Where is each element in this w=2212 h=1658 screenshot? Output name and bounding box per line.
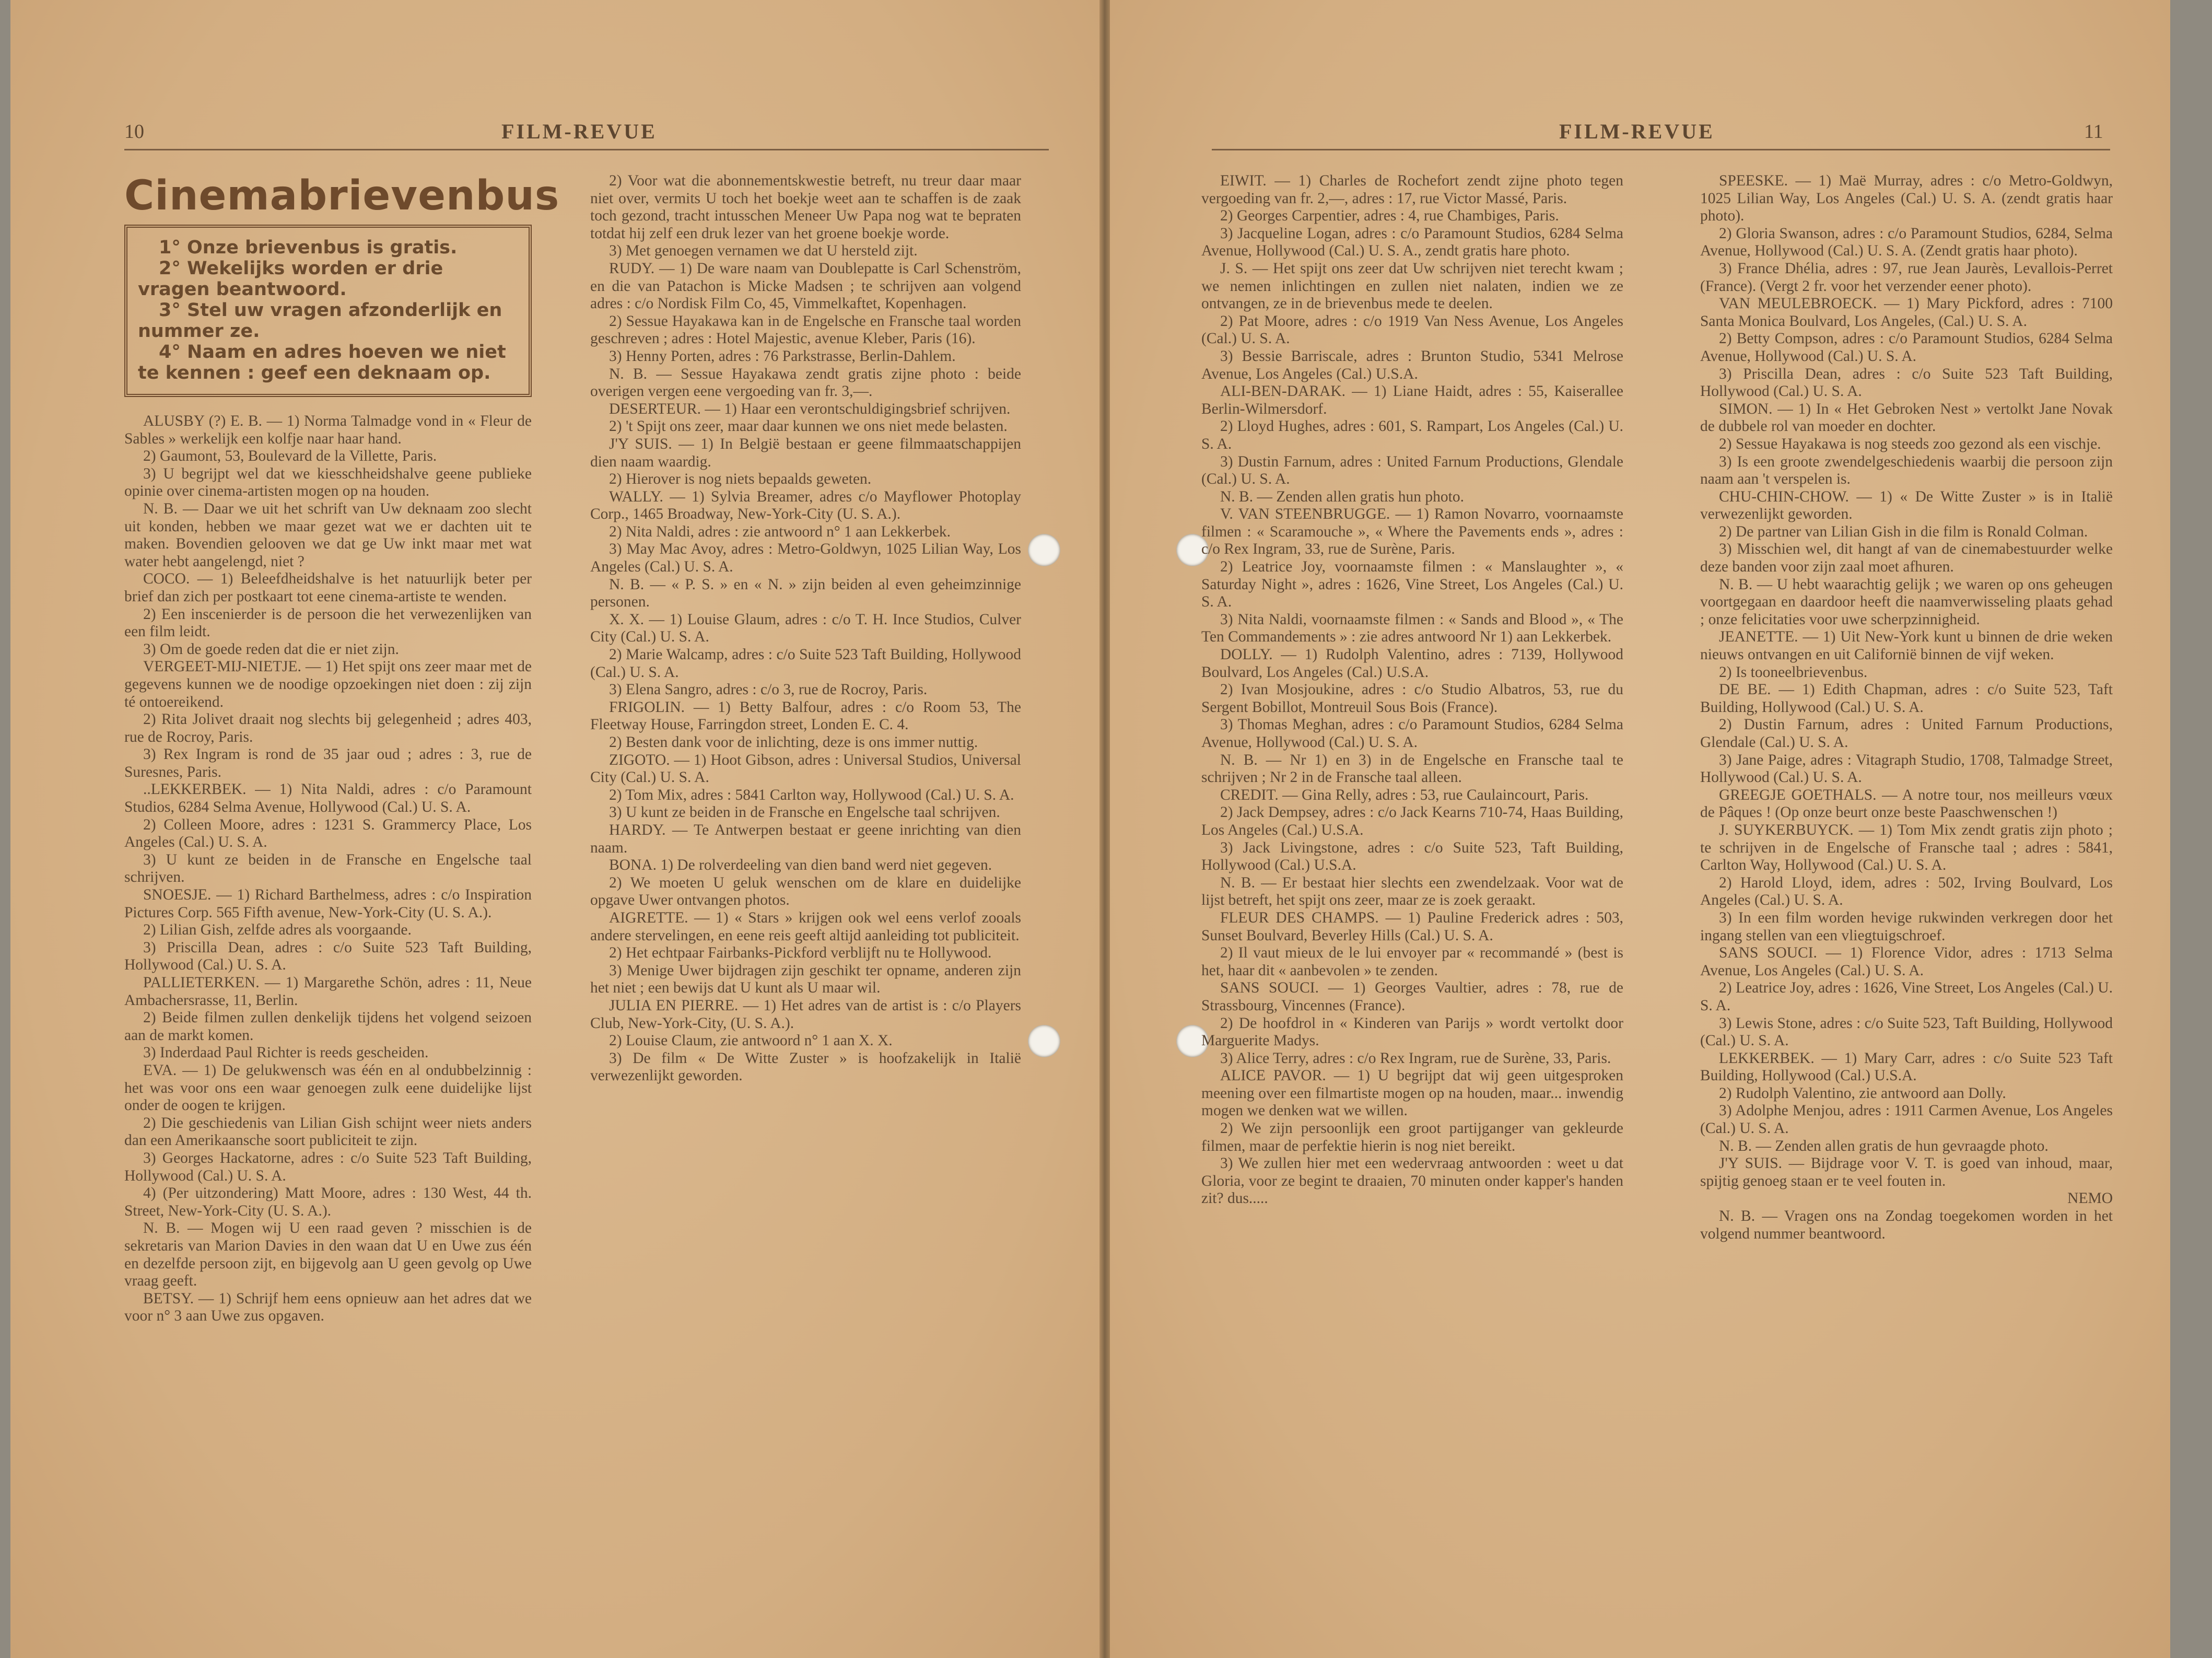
letter-entry: 3) Met genoegen vernamen we dat U hersteld zijt. bbox=[609, 242, 918, 260]
letter-entry: 3) Nita Naldi, voornaamste filmen : « Sands and Blood », « The Ten Commandements » : zie adres antwoord Nr 1) aan Lekkerbek. bbox=[1201, 611, 1623, 646]
letter-entry: N. B. — Er bestaat hier slechts een zwendelzaak. Voor wat de lijst betreft, het spijt ons zeer, maar ze is zoek geraakt. bbox=[1201, 874, 1623, 909]
letter-entry: DESERTEUR. — 1) Haar een verontschuldigingsbrief schrijven. bbox=[609, 400, 1011, 417]
letter-entry: VAN MEULEBROECK. — 1) Mary Pickford, adres : 7100 Santa Monica Boulvard, Los Angeles, (Cal.) U. S. A. bbox=[1700, 295, 2113, 330]
letter-entry: ALI-BEN-DARAK. — 1) Liane Haidt, adres : 55, Kaiserallee Berlin-Wilmersdorf. bbox=[1201, 383, 1623, 417]
letter-entry: 2) De partner van Lilian Gish in die film is Ronald Colman. bbox=[1719, 523, 2088, 540]
letter-entry: 2) Marie Walcamp, adres : c/o Suite 523 Taft Building, Hollywood (Cal.) U. S. A. bbox=[590, 646, 1021, 681]
letter-entry: 3) U begrijpt wel dat we kiesschheidshalve geene publieke opinie over cinema-artisten mogen op na houden. bbox=[124, 465, 532, 500]
running-head-left: FILM-REVUE bbox=[501, 120, 657, 143]
letter-entry: 3) Thomas Meghan, adres : c/o Paramount Studios, 6284 Selma Avenue, Hollywood (Cal.) U. S. A. bbox=[1201, 716, 1623, 751]
letter-entry: FLEUR DES CHAMPS. — 1) Pauline Frederick adres : 503, Sunset Boulvard, Beverley Hills (Cal.) U. S. A. bbox=[1201, 909, 1623, 944]
letter-entry: ZIGOTO. — 1) Hoot Gibson, adres : Universal Studios, Universal City (Cal.) U. S. A. bbox=[590, 751, 1021, 786]
letter-entry: 3) Jack Livingstone, adres : c/o Suite 523, Taft Building, Hollywood (Cal.) U.S.A. bbox=[1201, 839, 1623, 874]
letter-entry: BONA. 1) De rolverdeeling van dien band werd niet gegeven. bbox=[609, 857, 992, 874]
page-number-left: 10 bbox=[124, 121, 144, 143]
letter-entry: V. VAN STEENBRUGGE. — 1) Ramon Novarro, voornaamste filmen : « Scaramouche », « Where the Pavements ends », adres : c/o Rex Ingram, 33, rue de Surène, Paris. bbox=[1201, 506, 1623, 558]
letter-entry: 2) Colleen Moore, adres : 1231 S. Grammercy Place, Los Angeles (Cal.) U. S. A. bbox=[124, 816, 532, 851]
letter-entry: 2) We zijn persoonlijk een groot partijganger van gekleurde filmen, maar de perfektie hierin is nog niet bereikt. bbox=[1201, 1120, 1623, 1154]
letter-entry: 2) Een inscenierder is de persoon die het verwezenlijken van een film leidt. bbox=[124, 605, 532, 640]
letter-entry: J'Y SUIS. — 1) In België bestaan er geene filmmaatschappijen dien naam waardig. bbox=[590, 435, 1021, 470]
letter-entry: DE BE. — 1) Edith Chapman, adres : c/o Suite 523, Taft Building, Hollywood (Cal.) U. S. A. bbox=[1700, 681, 2113, 716]
right-column-2 bbox=[1700, 172, 2113, 1243]
letter-entry: 2) Sessue Hayakawa kan in de Engelsche en Fransche taal worden geschreven ; adres : Hotel Majestic, avenue Kleber, Paris (16). bbox=[590, 312, 1021, 347]
letter-entry: 2) Harold Lloyd, idem, adres : 502, Irving Boulvard, Los Angeles (Cal.) U. S. A. bbox=[1700, 874, 2113, 909]
letter-entry: CHU-CHIN-CHOW. — 1) « De Witte Zuster » is in Italië verwezenlijkt geworden. bbox=[1700, 488, 2113, 523]
letter-entry: AIGRETTE. — 1) « Stars » krijgen ook wel eens verlof zooals andere stervelingen, en eene reis geeft altijd aanleiding tot publiciteit. bbox=[590, 909, 1021, 944]
letter-entry: 2) Is tooneelbrievenbus. bbox=[1719, 663, 1868, 681]
letter-entry: 3) Bessie Barriscale, adres : Brunton Studio, 5341 Melrose Avenue, Los Angeles (Cal.) U.S.A. bbox=[1201, 347, 1623, 382]
letter-entry: 3) Om de goede reden dat die er niet zijn. bbox=[143, 640, 399, 658]
letter-entry: 2) Gloria Swanson, adres : c/o Paramount Studios, 6284, Selma Avenue, Hollywood (Cal.) U. S. A. (Zendt gratis haar photo). bbox=[1700, 225, 2113, 260]
letter-entry: EIWIT. — 1) Charles de Rochefort zendt zijne photo tegen vergoeding van fr. 2,—, adres : 17, rue Victor Massé, Paris. bbox=[1201, 172, 1623, 207]
letter-entry: EVA. — 1) De gelukwensch was één en al ondubbelzinnig : het was voor ons een waar genoegen zulk eene duidelijke lijst onder de oogen te krijgen. bbox=[124, 1061, 532, 1114]
letter-entry: 2) Rita Jolivet draait nog slechts bij gelegenheid ; adres 403, rue de Rocroy, Paris. bbox=[124, 711, 532, 745]
letter-entry: WALLY. — 1) Sylvia Breamer, adres c/o Mayflower Photoplay Corp., 1465 Broadway, New-York-City (U. S. A.). bbox=[590, 488, 1021, 523]
letter-entry: 2) Il vaut mieux de le lui envoyer par « recommandé » (best is het, haar dit « aanbevolen » te zenden. bbox=[1201, 944, 1623, 979]
letter-entry: 2) 't Spijt ons zeer, maar daar kunnen we ons niet mede belasten. bbox=[609, 418, 1008, 435]
letter-entry: SIMON. — 1) In « Het Gebroken Nest » vertolkt Jane Novak de dubbele rol van moeder en dochter. bbox=[1700, 400, 2113, 435]
right-column-1 bbox=[1201, 172, 1623, 1208]
letter-entry: 2) Louise Claum, zie antwoord n° 1 aan X. X. bbox=[609, 1032, 893, 1049]
letter-entry: ALUSBY (?) E. B. — 1) Norma Talmadge vond in « Fleur de Sables » werkelijk een kolfje naar haar hand. bbox=[124, 413, 532, 447]
letter-entry: 3) Rex Ingram is rond de 35 jaar oud ; adres : 3, rue de Suresnes, Paris. bbox=[124, 746, 532, 780]
letter-entry: X. X. — 1) Louise Glaum, adres : c/o T. H. Ince Studios, Culver City (Cal.) U. S. A. bbox=[590, 611, 1021, 646]
letter-entry: 2) Gaumont, 53, Boulevard de la Villette, Paris. bbox=[143, 448, 437, 465]
letter-entry: 3) U kunt ze beiden in de Fransche en Engelsche taal schrijven. bbox=[609, 804, 1000, 821]
letter-entry: ALICE PAVOR. — 1) U begrijpt dat wij geen uitgesproken meening over een filmartiste mogen op na houden, maar... inwendig mogen we denken wat we willen. bbox=[1201, 1067, 1623, 1119]
letter-entry: 3) Jane Paige, adres : Vitagraph Studio, 1708, Talmadge Street, Hollywood (Cal.) U. S. A. bbox=[1700, 751, 2113, 786]
book-gutter bbox=[1099, 0, 1110, 1658]
letter-entry: 3) We zullen hier met een wedervraag antwoorden : weet u dat Gloria, voor ze begint te draaien, 70 minuten onder kapper's handen zit? dus..... bbox=[1201, 1155, 1623, 1207]
letter-entry: 2) Het echtpaar Fairbanks-Pickford verblijft nu te Hollywood. bbox=[609, 944, 992, 962]
letter-entry: 3) Priscilla Dean, adres : c/o Suite 523 Taft Building, Hollywood (Cal.) U. S. A. bbox=[124, 939, 532, 974]
letter-entry: 2) Dustin Farnum, adres : United Farnum Productions, Glendale (Cal.) U. S. A. bbox=[1700, 716, 2113, 751]
letter-entry: 2) Pat Moore, adres : c/o 1919 Van Ness Avenue, Los Angeles (Cal.) U. S. A. bbox=[1201, 312, 1623, 347]
letter-entry: 2) De hoofdrol in « Kinderen van Parijs » wordt vertolkt door Marguerite Madys. bbox=[1201, 1014, 1623, 1049]
letter-entry: 2) Lilian Gish, zelfde adres als voorgaande. bbox=[143, 921, 412, 939]
letter-entry: N. B. — U hebt waarachtig gelijk ; we waren op ons geheugen voortgegaan en daardoor heeft die naamverwisseling plaats gehad ; onze felicitaties voor uwe scherpzinnigheid. bbox=[1700, 576, 2113, 628]
letter-entry: 2) Tom Mix, adres : 5841 Carlton way, Hollywood (Cal.) U. S. A. bbox=[609, 786, 1014, 803]
letter-entry: 3) Jacqueline Logan, adres : c/o Paramount Studios, 6284 Selma Avenue, Hollywood (Cal.) U. S. A., zendt gratis hare photo. bbox=[1201, 225, 1623, 260]
letter-entry: SNOESJE. — 1) Richard Barthelmess, adres : c/o Inspiration Pictures Corp. 565 Fifth avenue, New-York-City (U. S. A.). bbox=[124, 886, 532, 921]
letter-entry: 3) In een film worden hevige rukwinden verkregen door het ingang stellen van een vliegtuigschroef. bbox=[1700, 909, 2113, 944]
letter-entry: PALLIETERKEN. — 1) Margarethe Schön, adres : 11, Neue Ambachersrasse, 11, Berlin. bbox=[124, 974, 532, 1009]
running-head-right: FILM-REVUE bbox=[1559, 120, 1715, 143]
letter-entry: BETSY. — 1) Schrijf hem eens opnieuw aan het adres dat we voor n° 3 aan Uwe zus opgaven. bbox=[124, 1290, 532, 1325]
letter-entry: 3) Menige Uwer bijdragen zijn geschikt ter opname, anderen zijn het niet ; een bewijs dat U kunt als U maar wil. bbox=[590, 962, 1021, 997]
letter-entry: FRIGOLIN. — 1) Betty Balfour, adres : c/o Room 53, The Fleetway House, Farringdon street, Londen E. C. 4. bbox=[590, 698, 1021, 733]
letter-entry: 2) Georges Carpentier, adres : 4, rue Chambiges, Paris. bbox=[1220, 207, 1559, 225]
letter-entry: 3) Is een groote zwendelgeschiedenis waarbij die persoon zijn naam aan 't verspelen is. bbox=[1700, 453, 2113, 488]
notice-item: 2° Wekelijks worden er drie vragen beantwoord. bbox=[138, 258, 443, 300]
letter-entry: 3) U kunt ze beiden in de Fransche en Engelsche taal schrijven. bbox=[124, 851, 532, 886]
letter-entry: 2) Voor wat die abonnementskwestie betreft, nu treur daar maar niet over, vermits U toch het boekje weet aan te schaffen is de zaak toch gezond, tracht intusschen Meneer Uw Papa nog wat te bepraten totdat hij zelf een druk lezer van het groene boekje worde. bbox=[590, 172, 1021, 242]
letter-entry: JULIA EN PIERRE. — 1) Het adres van de artist is : c/o Players Club, New-York-City, (U. S. A.). bbox=[590, 997, 1021, 1032]
letter-entry: J'Y SUIS. — Bijdrage voor V. T. is goed van inhoud, maar, spijtig genoeg staan er te veel fouten in. bbox=[1700, 1155, 2113, 1189]
letter-entry: J. S. — Het spijt ons zeer dat Uw schrijven niet terecht kwam ; we nemen inlichtingen en zullen niet nalaten, indien we ze ontvangen, ze in de brievenbus mede te deelen. bbox=[1201, 260, 1623, 312]
letter-entry: 2) We moeten U geluk wenschen om de klare en duidelijke opgave Uwer ontvangen photos. bbox=[590, 874, 1021, 909]
letter-entry: JEANETTE. — 1) Uit New-York kunt u binnen de drie weken nieuws ontvangen en uit Californië binnen de vijf weken. bbox=[1700, 628, 2113, 663]
letter-entry: 3) Elena Sangro, adres : c/o 3, rue de Rocroy, Paris. bbox=[609, 681, 928, 698]
letter-entry: 3) Georges Hackatorne, adres : c/o Suite 523 Taft Building, Hollywood (Cal.) U. S. A. bbox=[124, 1149, 532, 1184]
letter-entry: 3) Dustin Farnum, adres : United Farnum Productions, Glendale (Cal.) U. S. A. bbox=[1201, 453, 1623, 488]
header-rule-right bbox=[1212, 149, 2110, 150]
letter-entry: 3) De film « De Witte Zuster » is hoofzakelijk in Italië verwezenlijkt geworden. bbox=[590, 1049, 1021, 1084]
letter-entry: HARDY. — Te Antwerpen bestaat er geene inrichting van dien naam. bbox=[590, 821, 1021, 856]
binding-hole bbox=[1028, 1025, 1060, 1057]
page-number-right: 11 bbox=[2084, 121, 2103, 143]
letter-entry: 2) Besten dank voor de inlichting, deze is ons immer nuttig. bbox=[609, 734, 978, 751]
letter-entry: 2) Jack Dempsey, adres : c/o Jack Kearns 710-74, Haas Building, Los Angeles (Cal.) U.S.A. bbox=[1201, 804, 1623, 838]
letter-entry: N. B. — Nr 1) en 3) in de Engelsche en Fransche taal te schrijven ; Nr 2 in de Fransche taal alleen. bbox=[1201, 751, 1623, 786]
letter-entry: 2) Betty Compson, adres : c/o Paramount Studios, 6284 Selma Avenue, Hollywood (Cal.) U. S. A. bbox=[1700, 330, 2113, 365]
left-column-2 bbox=[590, 172, 1021, 1085]
letter-entry: 3) Misschien wel, dit hangt af van de cinemabestuurder welke deze banden voor zijn zaal moet afhuren. bbox=[1700, 541, 2113, 576]
section-title: Cinemabrievenbus bbox=[124, 172, 560, 219]
letter-entry: 2) Nita Naldi, adres : zie antwoord n° 1 aan Lekkerbek. bbox=[609, 523, 951, 540]
letter-entry: 3) Inderdaad Paul Richter is reeds gescheiden. bbox=[143, 1044, 429, 1061]
letter-entry: 3) Alice Terry, adres : c/o Rex Ingram, rue de Surène, 33, Paris. bbox=[1220, 1049, 1611, 1067]
letter-entry: N. B. — Vragen ons na Zondag toegekomen worden in het volgend nummer beantwoord. bbox=[1700, 1208, 2113, 1242]
notice-item: 1° Onze brievenbus is gratis. bbox=[159, 237, 458, 258]
letter-entry: 3) Lewis Stone, adres : c/o Suite 523, Taft Building, Hollywood (Cal.) U. S. A. bbox=[1700, 1014, 2113, 1049]
letter-entry: ..LEKKERBEK. — 1) Nita Naldi, adres : c/o Paramount Studios, 6284 Selma Avenue, Hollywood (Cal.) U. S. A. bbox=[124, 781, 532, 816]
editor-signature: NEMO bbox=[2067, 1190, 2113, 1207]
letter-entry: N. B. — Mogen wij U een raad geven ? misschien is de sekretaris van Marion Davies in den waan dat U en Uwe zus één en dezelfde persoon zijt, en bijgevolg aan U geen gevolg op Uwe vraag geeft. bbox=[124, 1220, 532, 1290]
letter-entry: N. B. — Daar we uit het schrift van Uw deknaam zoo slecht uit konden, hebben we maar gezet wat we er dachten uit te maken. Bovendien gelooven we dat ge Uw inkt maar met wat water hebt aangelengd, niet ? bbox=[124, 500, 532, 570]
letter-entry: SANS SOUCI. — 1) Florence Vidor, adres : 1713 Selma Avenue, Los Angeles (Cal.) U. S. A. bbox=[1700, 944, 2113, 979]
notice-item: 3° Stel uw vragen afzonderlijk en nummer ze. bbox=[138, 300, 502, 342]
letter-entry: 2) Leatrice Joy, voornaamste filmen : « Manslaughter », « Saturday Night », adres : 1626, Vine Street, Los Angeles (Cal.) U. S. A. bbox=[1201, 558, 1623, 611]
letter-entry: VERGEET-MIJ-NIETJE. — 1) Het spijt ons zeer maar met de gegevens kunnen we de noodige opzoekingen niet doen : zij zijn té ontoereikend. bbox=[124, 658, 532, 710]
letter-entry: GREEGJE GOETHALS. — A notre tour, nos meilleurs vœux de Pâques ! (Op onze beurt onze beste Paaschwenschen !) bbox=[1700, 786, 2113, 821]
letter-entry: COCO. — 1) Beleefdheidshalve is het natuurlijk beter per brief dan zich per postkaart tot eene cinema-artiste te wenden. bbox=[124, 570, 532, 605]
letter-entry: J. SUYKERBUYCK. — 1) Tom Mix zendt gratis zijn photo ; te schrijven in de Engelsche of Fransche taal ; adres : 5841, Carlton Way, Hollywood (Cal.) U. S. A. bbox=[1700, 821, 2113, 874]
letter-entry: 2) Sessue Hayakawa is nog steeds zoo gezond als een vischje. bbox=[1719, 435, 2101, 452]
letter-entry: 4) (Per uitzondering) Matt Moore, adres : 130 West, 44 th. Street, New-York-City (U. S. A.). bbox=[124, 1185, 532, 1219]
rules-notice-box bbox=[124, 225, 532, 397]
letter-entry: 3) May Mac Avoy, adres : Metro-Goldwyn, 1025 Lilian Way, Los Angeles (Cal.) U. S. A. bbox=[590, 541, 1021, 576]
binding-hole bbox=[1028, 534, 1060, 566]
letter-entry: 3) Adolphe Menjou, adres : 1911 Carmen Avenue, Los Angeles (Cal.) U. S. A. bbox=[1700, 1102, 2113, 1137]
letter-entry: DOLLY. — 1) Rudolph Valentino, adres : 7139, Hollywood Boulvard, Los Angeles (Cal.) U.S.A. bbox=[1201, 646, 1623, 681]
letter-entry: 2) Lloyd Hughes, adres : 601, S. Rampart, Los Angeles (Cal.) U. S. A. bbox=[1201, 418, 1623, 452]
letter-entry: N. B. — Zenden allen gratis hun photo. bbox=[1220, 488, 1465, 505]
letter-entry: 2) Hierover is nog niets bepaalds geweten. bbox=[609, 471, 872, 488]
letter-entry: N. B. — Sessue Hayakawa zendt gratis zijne photo : beide overigen vergen eene vergoeding van fr. 3,—. bbox=[590, 365, 1021, 400]
letter-entry: 3) Priscilla Dean, adres : c/o Suite 523 Taft Building, Hollywood (Cal.) U. S. A. bbox=[1700, 365, 2113, 400]
letter-entry: 2) Ivan Mosjoukine, adres : c/o Studio Albatros, 53, rue du Sergent Bobillot, Montreuil Sous Bois (France). bbox=[1201, 681, 1623, 716]
letter-entry: N. B. — « P. S. » en « N. » zijn beiden al even geheimzinnige personen. bbox=[590, 576, 1021, 611]
letter-entry: 2) Beide filmen zullen denkelijk tijdens het volgend seizoen aan de markt komen. bbox=[124, 1009, 532, 1044]
letter-entry: RUDY. — 1) De ware naam van Doublepatte is Carl Schenström, en die van Patachon is Micke Madsen ; te schrijven aan volgend adres : c/o Nordisk Film Co, 45, Vimmelkaftet, Kopenhagen. bbox=[590, 260, 1021, 312]
letter-entry: 2) Rudolph Valentino, zie antwoord aan Dolly. bbox=[1719, 1084, 2006, 1102]
letter-entry: N. B. — Zenden allen gratis de hun gevraagde photo. bbox=[1719, 1137, 2049, 1154]
letter-entry: SPEESKE. — 1) Maë Murray, adres : c/o Metro-Goldwyn, 1025 Lilian Way, Los Angeles (Cal.) U. S. A. (zendt gratis haar photo). bbox=[1700, 172, 2113, 225]
letter-entry: CREDIT. — Gina Relly, adres : 53, rue Caulaincourt, Paris. bbox=[1220, 786, 1589, 803]
letter-entry: 3) Henny Porten, adres : 76 Parkstrasse, Berlin-Dahlem. bbox=[609, 347, 956, 365]
letter-entry: 2) Leatrice Joy, adres : 1626, Vine Street, Los Angeles (Cal.) U. S. A. bbox=[1700, 979, 2113, 1014]
letter-entry: SANS SOUCI. — 1) Georges Vaultier, adres : 78, rue de Strassbourg, Vincennes (France). bbox=[1201, 979, 1623, 1014]
letter-entry: 3) France Dhélia, adres : 97, rue Jean Jaurès, Levallois-Perret (France). (Vergt 2 fr. voor het verzender eener photo). bbox=[1700, 260, 2113, 295]
header-rule-left bbox=[124, 149, 1049, 150]
letter-entry: LEKKERBEK. — 1) Mary Carr, adres : c/o Suite 523 Taft Building, Hollywood (Cal.) U.S.A. bbox=[1700, 1049, 2113, 1084]
notice-item: 4° Naam en adres hoeven we niet te kennen : geef een deknaam op. bbox=[138, 342, 506, 383]
letter-entry: 2) Die geschiedenis van Lilian Gish schijnt weer niets anders dan een Amerikaansche soort publiciteit te zijn. bbox=[124, 1114, 532, 1149]
left-column-1 bbox=[124, 413, 532, 1325]
